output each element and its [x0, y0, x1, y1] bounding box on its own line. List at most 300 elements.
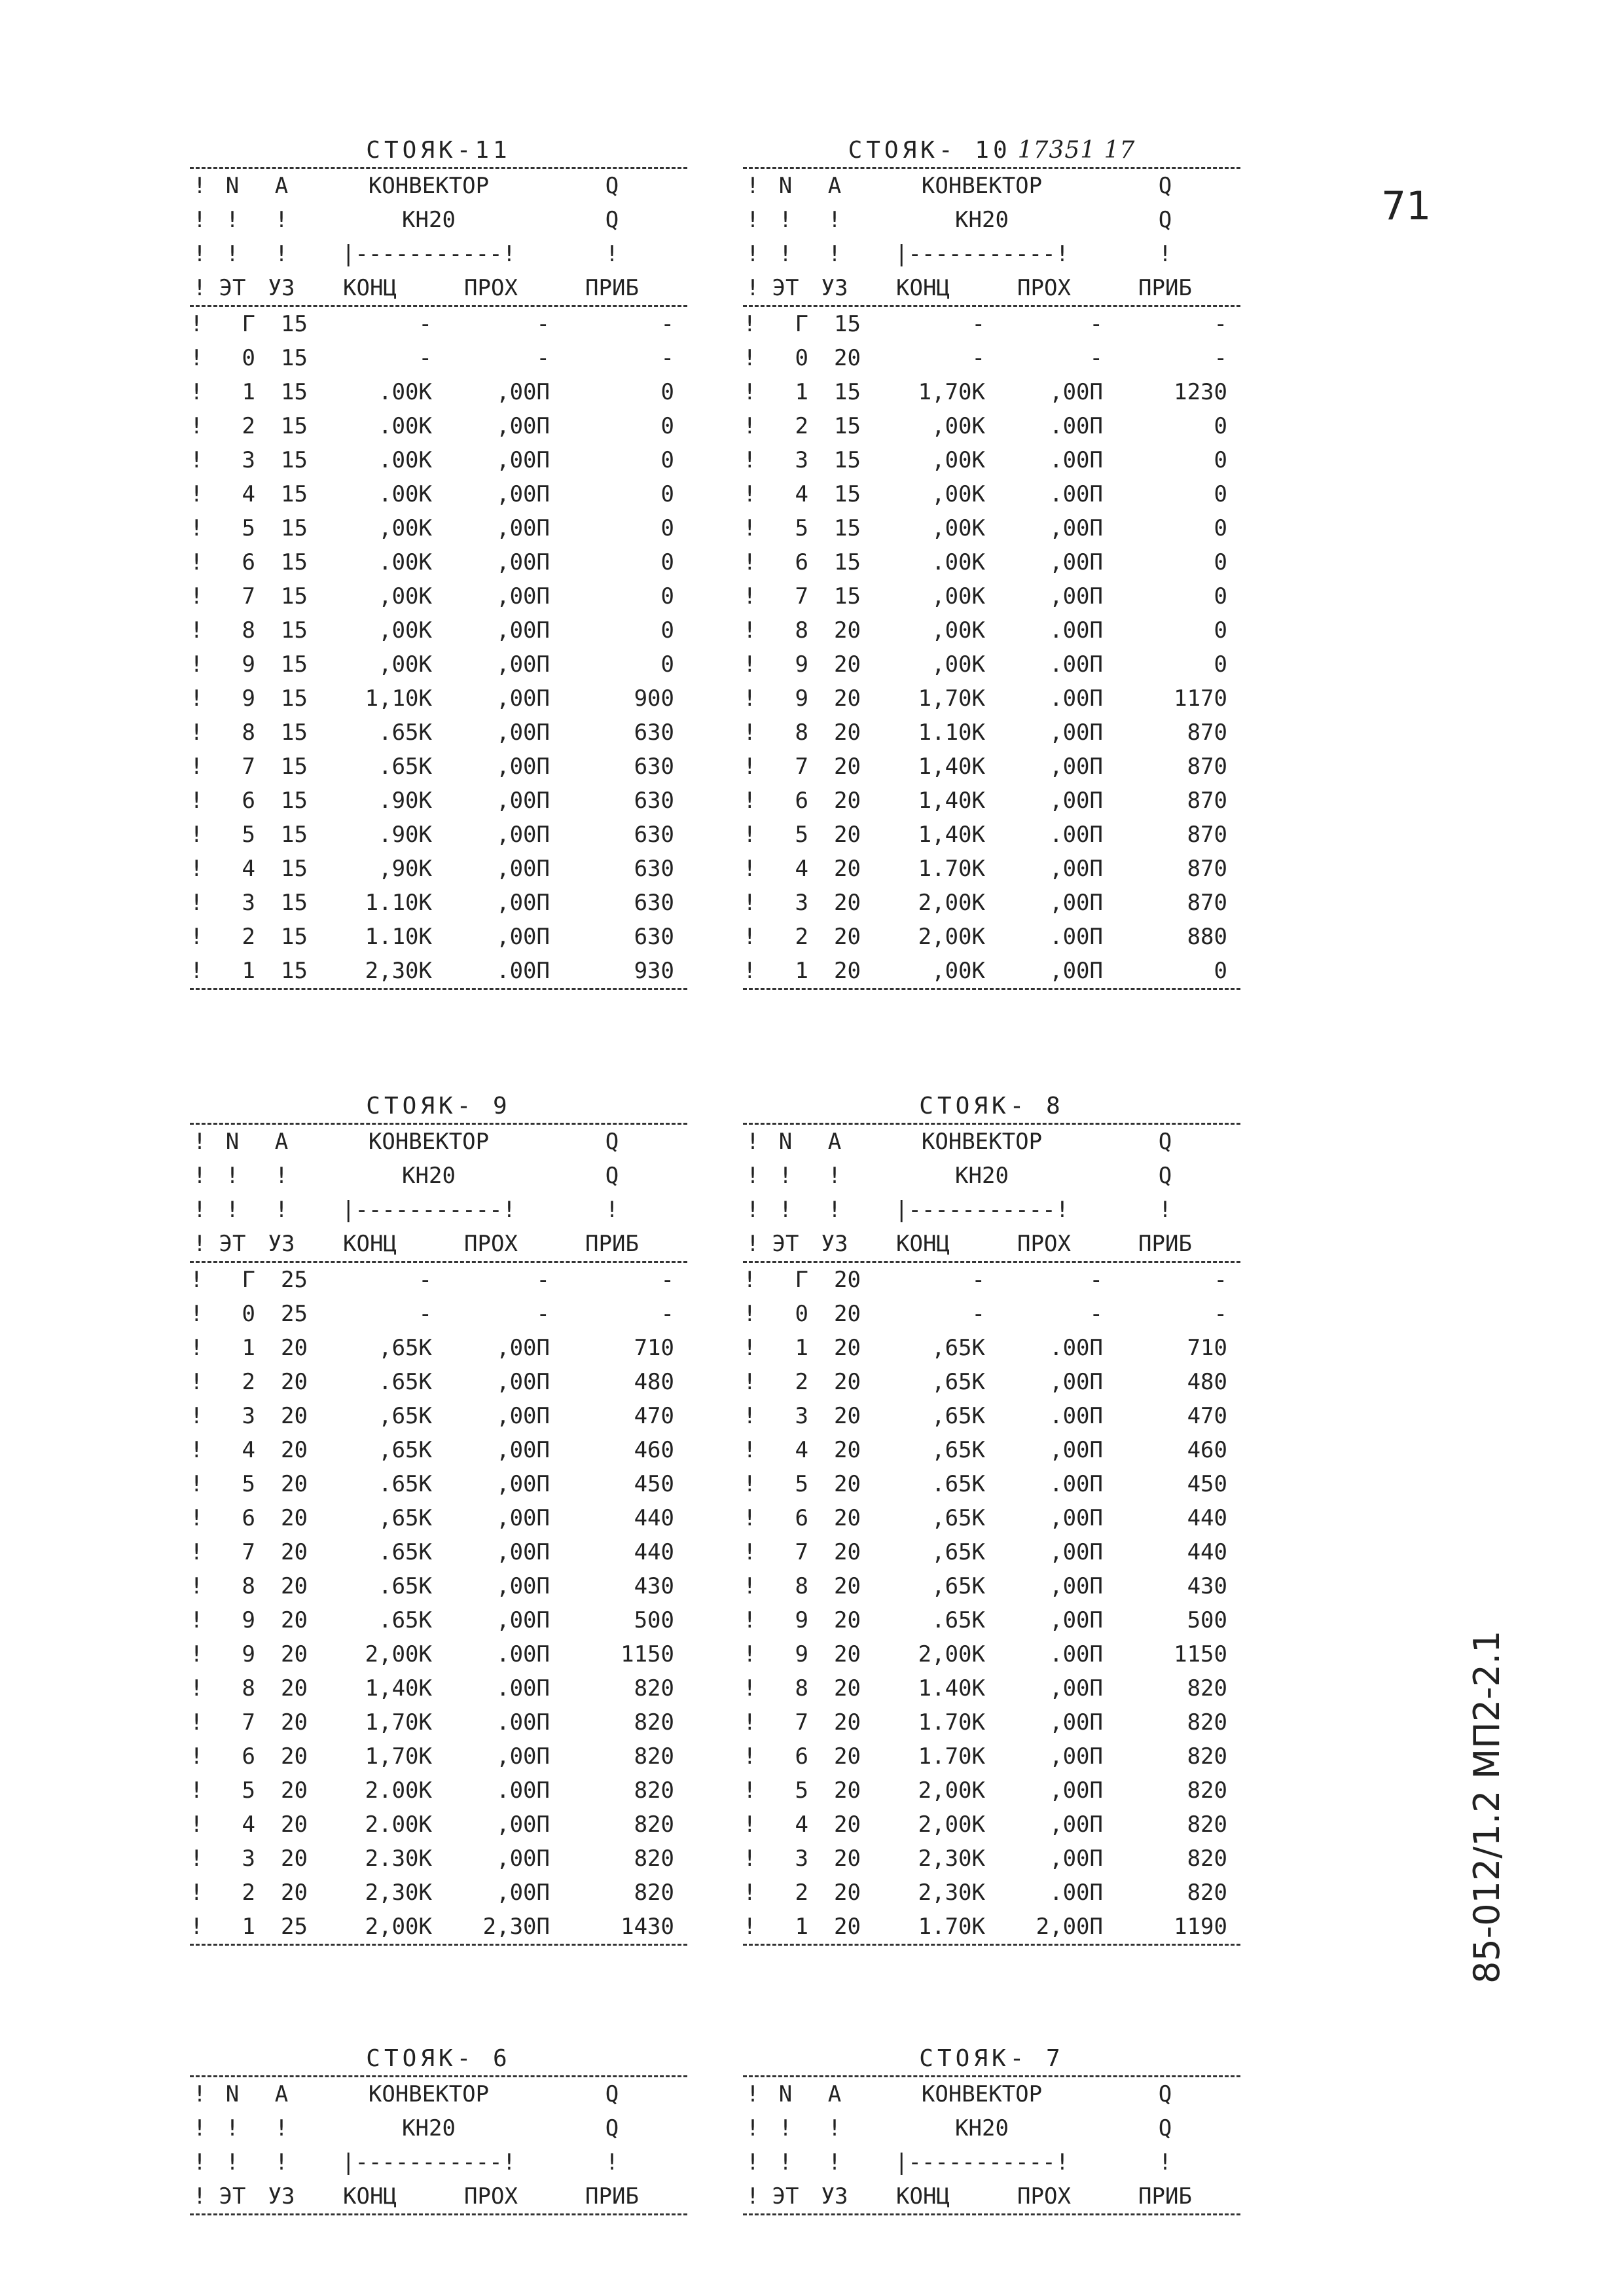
cell-floor: 8: [795, 1675, 808, 1701]
bar: !: [190, 311, 204, 337]
cell-konc: ,00К: [931, 651, 985, 678]
cell-floor: 1: [242, 379, 255, 405]
spacer: !: [827, 241, 842, 267]
cell-prox: .00П: [1049, 413, 1103, 439]
cell-prox: ,00П: [1049, 890, 1103, 916]
header-et: ЭТ: [219, 275, 246, 301]
cell-floor: 2: [242, 413, 255, 439]
header-uz: УЗ: [821, 1231, 848, 1257]
cell-konc: 2,30К: [918, 1880, 985, 1906]
cell-konc: ,65К: [931, 1505, 985, 1531]
cell-node: 25: [281, 1301, 308, 1327]
riser-title-text: СТОЯК- 6: [366, 2045, 511, 2072]
divider: [190, 988, 687, 990]
cell-prib: 0: [1214, 549, 1227, 575]
table-row: [190, 1399, 687, 1433]
spacer: !: [605, 1197, 619, 1223]
cell-node: 15: [834, 447, 861, 473]
header-prib: ПРИБ: [585, 1231, 639, 1257]
bar: !: [743, 549, 757, 575]
cell-konc: .90К: [378, 822, 432, 848]
cell-prib: 430: [1187, 1573, 1227, 1599]
header-line: [190, 169, 687, 203]
cell-floor: 7: [242, 583, 255, 609]
cell-node: 20: [834, 685, 861, 712]
cell-floor: 7: [242, 754, 255, 780]
header-prib: ПРИБ: [1138, 2183, 1192, 2210]
spacer: !: [605, 241, 619, 267]
table-row: [743, 307, 1240, 341]
cell-prox: ,00П: [1049, 379, 1103, 405]
cell-floor: 5: [242, 822, 255, 848]
cell-node: 20: [834, 1641, 861, 1667]
header-et: ЭТ: [772, 275, 799, 301]
cell-node: 25: [281, 1914, 308, 1940]
cell-prib: 440: [1187, 1539, 1227, 1565]
cell-konc: ,00К: [931, 515, 985, 541]
bar: !: [743, 345, 757, 371]
cell-konc: ,90К: [378, 856, 432, 882]
bar: !: [743, 1777, 757, 1804]
cell-prox: ,00П: [1049, 583, 1103, 609]
bar: !: [190, 1301, 204, 1327]
table-row: [190, 1433, 687, 1467]
cell-konc: -: [418, 345, 432, 371]
table-row: [743, 443, 1240, 477]
riser-title: [743, 134, 1240, 167]
cell-prib: 0: [660, 413, 674, 439]
spacer: !: [1158, 1197, 1172, 1223]
cell-node: 20: [281, 1471, 308, 1497]
cell-prox: .00П: [1049, 651, 1103, 678]
spacer: !: [225, 1197, 240, 1223]
cell-konc: ,00К: [931, 481, 985, 507]
cell-floor: 6: [242, 788, 255, 814]
bar: !: [190, 1267, 204, 1293]
cell-prox: ,00П: [496, 856, 550, 882]
bar: !: [743, 1471, 757, 1497]
header-line: [190, 271, 687, 305]
cell-prox: .00П: [1049, 1403, 1103, 1429]
cell-konc: .65К: [378, 1471, 432, 1497]
header-line: [190, 1193, 687, 1227]
cell-prib: 0: [1214, 413, 1227, 439]
cell-prib: 0: [1214, 617, 1227, 644]
cell-prox: ,00П: [496, 515, 550, 541]
cell-konc: ,00К: [378, 515, 432, 541]
cell-prib: 0: [1214, 583, 1227, 609]
cell-prox: .00П: [1049, 685, 1103, 712]
cell-floor: 5: [795, 515, 808, 541]
cell-prib: -: [1214, 311, 1227, 337]
cell-floor: 9: [795, 685, 808, 712]
spacer: !: [1158, 2149, 1172, 2175]
cell-floor: 8: [242, 1675, 255, 1701]
cell-prox: ,00П: [1049, 1846, 1103, 1872]
cell-prox: ,00П: [496, 788, 550, 814]
bar: !: [190, 345, 204, 371]
bar: !: [190, 1675, 204, 1701]
header-subdivider: |-----------!: [894, 1197, 1070, 1223]
header-line: [743, 169, 1240, 203]
bar: !: [746, 2115, 760, 2141]
cell-prox: .00П: [1049, 924, 1103, 950]
table-row: [190, 613, 687, 647]
header-et: ЭТ: [219, 2183, 246, 2210]
cell-prox: ,00П: [496, 1369, 550, 1395]
cell-node: 15: [281, 481, 308, 507]
cell-prib: 440: [634, 1505, 674, 1531]
cell-prox: ,00П: [1049, 1743, 1103, 1770]
cell-node: 15: [281, 685, 308, 712]
bar: !: [190, 719, 204, 746]
bar: !: [746, 173, 760, 199]
spacer: !: [225, 2115, 240, 2141]
cell-prib: 870: [1187, 788, 1227, 814]
bar: !: [743, 1403, 757, 1429]
cell-prox: ,00П: [496, 1607, 550, 1633]
header-convector-model: КН20: [955, 1163, 1009, 1189]
header-line: [743, 2111, 1240, 2145]
header-uz: УЗ: [268, 1231, 295, 1257]
cell-prox: ,00П: [496, 822, 550, 848]
cell-prib: 630: [634, 788, 674, 814]
cell-prox: ,00П: [1049, 856, 1103, 882]
cell-konc: 2,00К: [365, 1641, 432, 1667]
cell-floor: 2: [795, 413, 808, 439]
table-row: [190, 579, 687, 613]
cell-floor: 9: [795, 1607, 808, 1633]
bar: !: [743, 583, 757, 609]
bar: !: [743, 1301, 757, 1327]
cell-floor: 1: [795, 379, 808, 405]
table-row: [743, 1739, 1240, 1774]
cell-prib: 630: [634, 890, 674, 916]
cell-prox: -: [1089, 1267, 1103, 1293]
header-convector-model: КН20: [955, 207, 1009, 233]
cell-prox: ,00П: [1049, 1811, 1103, 1838]
cell-konc: -: [971, 1301, 985, 1327]
cell-node: 15: [281, 447, 308, 473]
cell-prox: ,00П: [1049, 1709, 1103, 1736]
cell-konc: 2,00К: [918, 1641, 985, 1667]
table-row: [743, 1637, 1240, 1671]
table-row: [743, 1399, 1240, 1433]
bar: !: [743, 481, 757, 507]
header-convector: КОНВЕКТОР: [368, 173, 490, 199]
bar: !: [190, 685, 204, 712]
table-row: [190, 307, 687, 341]
bar: !: [190, 1335, 204, 1361]
spacer: !: [827, 207, 842, 233]
cell-prib: 630: [634, 719, 674, 746]
cell-node: 20: [834, 617, 861, 644]
cell-prox: ,00П: [496, 890, 550, 916]
cell-floor: 0: [242, 345, 255, 371]
cell-konc: 2.00К: [365, 1777, 432, 1804]
header-q2: Q: [1158, 2115, 1172, 2141]
header-q2: Q: [1158, 1163, 1172, 1189]
bar: !: [743, 754, 757, 780]
bar: !: [190, 754, 204, 780]
spacer: !: [274, 2149, 289, 2175]
bar: !: [190, 651, 204, 678]
bar: !: [192, 241, 207, 267]
cell-konc: .65К: [378, 1573, 432, 1599]
bar: !: [190, 447, 204, 473]
cell-prib: 500: [1187, 1607, 1227, 1633]
cell-node: 15: [281, 515, 308, 541]
table-row: [743, 818, 1240, 852]
cell-node: 25: [281, 1267, 308, 1293]
spacer: !: [225, 207, 240, 233]
cell-node: 20: [281, 1369, 308, 1395]
riser-title-text: СТОЯК- 8: [919, 1093, 1064, 1119]
cell-prib: 0: [660, 549, 674, 575]
cell-prib: 880: [1187, 924, 1227, 950]
cell-node: 15: [281, 958, 308, 984]
cell-prox: ,00П: [1049, 958, 1103, 984]
cell-prox: .00П: [496, 1641, 550, 1667]
header-line: [190, 1125, 687, 1159]
header-prib: ПРИБ: [1138, 275, 1192, 301]
header-a: A: [827, 2081, 842, 2107]
header-line: [190, 237, 687, 271]
header-q1: Q: [1158, 1129, 1172, 1155]
riser-table-8: [743, 1090, 1240, 1946]
bar: !: [190, 890, 204, 916]
cell-node: 15: [281, 754, 308, 780]
cell-node: 20: [834, 1539, 861, 1565]
cell-prib: 430: [634, 1573, 674, 1599]
cell-prox: .00П: [1049, 1471, 1103, 1497]
cell-node: 20: [834, 1437, 861, 1463]
cell-prib: 480: [634, 1369, 674, 1395]
table-row: [743, 613, 1240, 647]
header-konc: КОНЦ: [896, 275, 950, 301]
cell-konc: .00К: [378, 447, 432, 473]
cell-prib: 710: [634, 1335, 674, 1361]
cell-floor: 7: [795, 1709, 808, 1736]
cell-floor: 2: [795, 924, 808, 950]
cell-prib: -: [660, 311, 674, 337]
cell-node: 20: [281, 1641, 308, 1667]
cell-konc: .00К: [378, 379, 432, 405]
table-row: [190, 1705, 687, 1739]
cell-floor: 1: [795, 1335, 808, 1361]
spacer: !: [778, 1163, 793, 1189]
header-q1: Q: [605, 173, 619, 199]
table-row: [743, 886, 1240, 920]
cell-prox: ,00П: [1049, 1437, 1103, 1463]
spacer: !: [225, 241, 240, 267]
cell-node: 20: [834, 719, 861, 746]
table-row: [190, 511, 687, 545]
cell-floor: 4: [242, 856, 255, 882]
cell-konc: -: [418, 1267, 432, 1293]
cell-prox: ,00П: [1049, 515, 1103, 541]
cell-prox: -: [1089, 1301, 1103, 1327]
cell-prib: 0: [660, 617, 674, 644]
riser-table-9: [190, 1090, 687, 1946]
cell-floor: 0: [242, 1301, 255, 1327]
cell-floor: 7: [795, 1539, 808, 1565]
cell-floor: 6: [795, 1743, 808, 1770]
riser-title: [190, 2043, 687, 2075]
bar: !: [743, 447, 757, 473]
cell-konc: ,65К: [378, 1437, 432, 1463]
header-convector: КОНВЕКТОР: [921, 173, 1043, 199]
table-row: [190, 818, 687, 852]
cell-floor: 7: [242, 1539, 255, 1565]
bar: !: [190, 1709, 204, 1736]
header-q2: Q: [1158, 207, 1172, 233]
cell-node: 20: [834, 1709, 861, 1736]
cell-prox: -: [536, 311, 550, 337]
cell-node: 15: [281, 413, 308, 439]
cell-node: 20: [834, 1505, 861, 1531]
cell-node: 20: [834, 924, 861, 950]
cell-floor: 2: [242, 1880, 255, 1906]
bar: !: [190, 856, 204, 882]
cell-prox: ,00П: [1049, 1539, 1103, 1565]
bar: !: [743, 651, 757, 678]
cell-konc: .65К: [378, 754, 432, 780]
header-line: [190, 1159, 687, 1193]
table-row: [190, 1876, 687, 1910]
table-row: [190, 784, 687, 818]
cell-prib: -: [1214, 1267, 1227, 1293]
table-row: [743, 647, 1240, 682]
cell-prox: ,00П: [496, 1437, 550, 1463]
header-konc: КОНЦ: [896, 2183, 950, 2210]
header-konc: КОНЦ: [343, 1231, 397, 1257]
header-subdivider: |-----------!: [894, 241, 1070, 267]
cell-prib: -: [1214, 345, 1227, 371]
cell-prib: 820: [634, 1846, 674, 1872]
table-row: [190, 1535, 687, 1569]
cell-prib: 470: [1187, 1403, 1227, 1429]
bar: !: [743, 1743, 757, 1770]
header-convector-model: КН20: [402, 2115, 456, 2141]
header-uz: УЗ: [268, 2183, 295, 2210]
header-prox: ПРОХ: [1017, 2183, 1071, 2210]
cell-prib: 0: [1214, 481, 1227, 507]
cell-node: 20: [834, 1267, 861, 1293]
page-number: 71: [1381, 183, 1432, 229]
cell-konc: 1,40К: [918, 822, 985, 848]
header-convector-model: КН20: [402, 207, 456, 233]
cell-node: 15: [834, 311, 861, 337]
cell-prib: 440: [1187, 1505, 1227, 1531]
cell-prox: ,00П: [496, 583, 550, 609]
cell-prib: 870: [1187, 822, 1227, 848]
cell-prox: .00П: [496, 958, 550, 984]
table-row: [190, 1808, 687, 1842]
cell-prox: -: [1089, 345, 1103, 371]
cell-konc: .90К: [378, 788, 432, 814]
bar: !: [190, 1573, 204, 1599]
cell-prox: ,00П: [1049, 754, 1103, 780]
cell-node: 20: [834, 1607, 861, 1633]
cell-prox: ,00П: [496, 1539, 550, 1565]
cell-floor: 6: [795, 788, 808, 814]
cell-prox: ,00П: [496, 413, 550, 439]
cell-prib: 440: [634, 1539, 674, 1565]
bar: !: [192, 2115, 207, 2141]
cell-floor: 7: [795, 583, 808, 609]
table-row: [190, 1331, 687, 1365]
bar: !: [190, 1777, 204, 1804]
table-row: [190, 1637, 687, 1671]
table-row: [190, 1501, 687, 1535]
table-row: [743, 1535, 1240, 1569]
cell-konc: 1,40К: [918, 788, 985, 814]
bar: !: [190, 1607, 204, 1633]
cell-prib: 0: [660, 583, 674, 609]
bar: !: [743, 1846, 757, 1872]
header-n: N: [778, 1129, 793, 1155]
cell-node: 15: [281, 788, 308, 814]
cell-konc: .65К: [931, 1471, 985, 1497]
table-row: [743, 1705, 1240, 1739]
table-row: [190, 545, 687, 579]
cell-konc: -: [971, 1267, 985, 1293]
header-subdivider: |-----------!: [341, 2149, 516, 2175]
cell-prox: .00П: [1049, 481, 1103, 507]
cell-prox: -: [1089, 311, 1103, 337]
cell-konc: 2,00К: [365, 1914, 432, 1940]
bar: !: [743, 719, 757, 746]
riser-title-text: СТОЯК- 9: [366, 1093, 511, 1119]
cell-konc: .65К: [931, 1607, 985, 1633]
cell-konc: -: [971, 345, 985, 371]
bar: !: [743, 1437, 757, 1463]
cell-konc: ,65К: [378, 1403, 432, 1429]
riser-title: [743, 1090, 1240, 1123]
cell-konc: ,00К: [931, 583, 985, 609]
cell-prox: ,00П: [1049, 1675, 1103, 1701]
table-row: [190, 375, 687, 409]
cell-node: 15: [834, 379, 861, 405]
cell-floor: 4: [242, 1811, 255, 1838]
table-row: [743, 477, 1240, 511]
cell-prib: 870: [1187, 856, 1227, 882]
cell-konc: ,65К: [378, 1505, 432, 1531]
cell-konc: ,00К: [931, 447, 985, 473]
bar: !: [190, 1641, 204, 1667]
cell-prib: 0: [660, 481, 674, 507]
bar: !: [743, 958, 757, 984]
cell-prox: ,00П: [496, 447, 550, 473]
header-line: [743, 1227, 1240, 1261]
cell-node: 15: [281, 583, 308, 609]
cell-floor: 5: [795, 1471, 808, 1497]
bar: !: [743, 413, 757, 439]
cell-node: 20: [281, 1743, 308, 1770]
cell-prox: .00П: [496, 1777, 550, 1804]
table-row: [190, 477, 687, 511]
cell-floor: 8: [795, 1573, 808, 1599]
table-row: [743, 1603, 1240, 1637]
header-q2: Q: [605, 207, 619, 233]
cell-prib: 450: [1187, 1471, 1227, 1497]
cell-floor: 2: [242, 1369, 255, 1395]
cell-prox: ,00П: [1049, 1607, 1103, 1633]
table-row: [190, 1774, 687, 1808]
cell-prox: ,00П: [496, 1880, 550, 1906]
cell-node: 20: [834, 754, 861, 780]
